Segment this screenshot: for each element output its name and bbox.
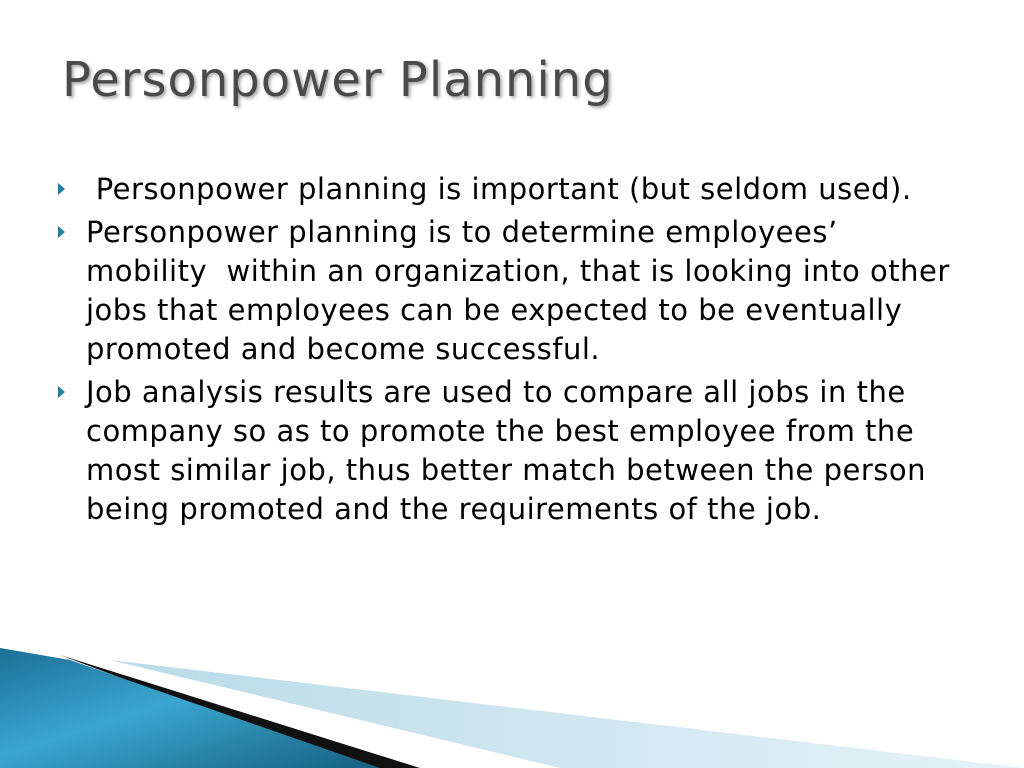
triangle-bullet-icon — [58, 226, 65, 238]
bullet-item — [56, 170, 956, 209]
triangle-bullet-icon — [58, 386, 65, 398]
slide-title: Personpower Planning — [62, 52, 614, 108]
bullet-list — [56, 170, 960, 533]
bullet-item — [56, 373, 956, 529]
bullet-text: Personpower planning is important (but seldom used). — [86, 172, 912, 206]
bullet-text: Job analysis results are used to compare all jobs in the company so as to promote the best employee from the most similar job, thus better match between the person being promoted and the requirements of the job. — [86, 375, 936, 526]
bullet-item — [56, 213, 960, 369]
bullet-text: Personpower planning is to determine employees’ mobility within an organization, that is looking into other jobs that employees can be expected to be eventually promoted and become successful. — [86, 215, 960, 366]
triangle-bullet-icon — [58, 183, 65, 195]
